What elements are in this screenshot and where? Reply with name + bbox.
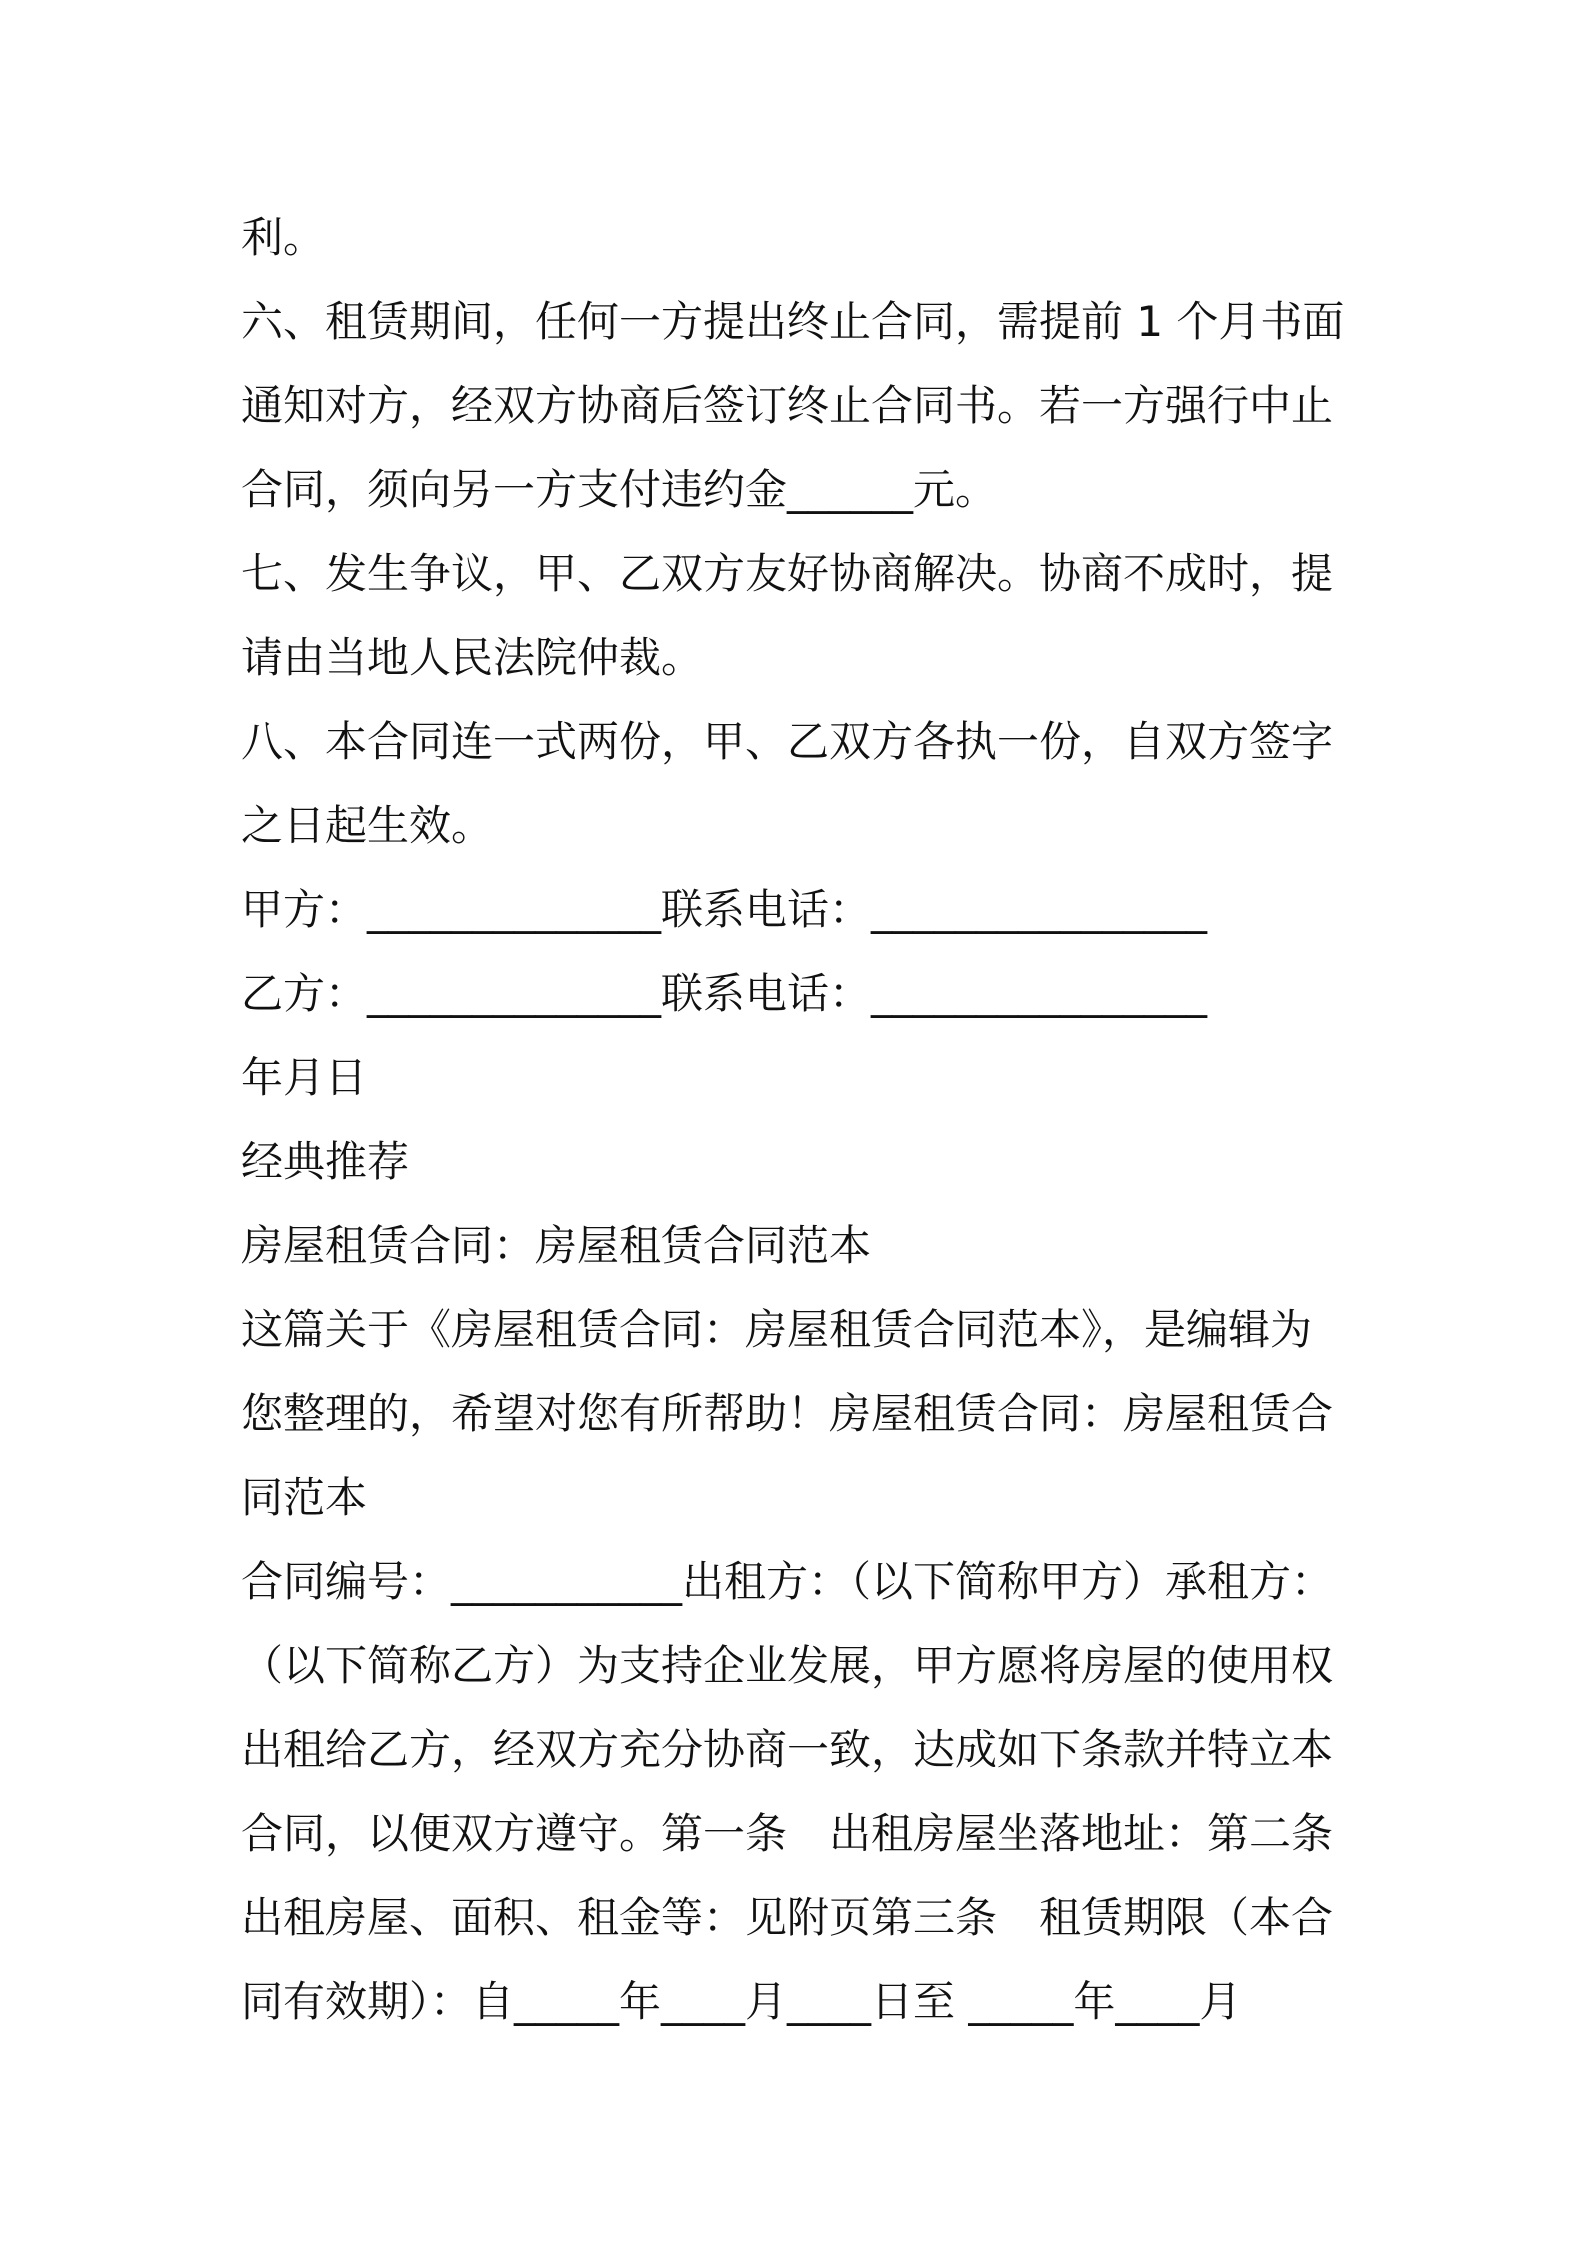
text-line: 您整理的，希望对您有所帮助！房屋租赁合同：房屋租赁合: [241, 1389, 1334, 1438]
text-line: （以下简称乙方）为支持企业发展，甲方愿将房屋的使用权: [241, 1641, 1334, 1690]
text-line: 六、租赁期间，任何一方提出终止合同，需提前 1 个月书面: [241, 297, 1345, 346]
text-line: 出租房屋、面积、租金等：见附页第三条 租赁期限（本合: [241, 1893, 1334, 1942]
signature-line-party-b: 乙方：______________联系电话：________________: [241, 969, 1208, 1018]
text-line: 合同，须向另一方支付违约金______元。: [241, 465, 998, 514]
date-line: 年月日: [241, 1053, 368, 1102]
text-line: 请由当地人民法院仲裁。: [241, 633, 704, 682]
text-line: 之日起生效。: [241, 801, 494, 850]
text-line: 合同，以便双方遵守。第一条 出租房屋坐落地址：第二条: [241, 1809, 1334, 1858]
article-title: 房屋租赁合同：房屋租赁合同范本: [241, 1221, 872, 1270]
text-line: 同范本: [241, 1473, 368, 1522]
text-line: 七、发生争议，甲、乙双方友好协商解决。协商不成时，提: [241, 549, 1334, 598]
document-page: [241, 196, 1361, 2044]
signature-line-party-a: 甲方：______________联系电话：________________: [241, 885, 1208, 934]
text-line: 这篇关于《房屋租赁合同：房屋租赁合同范本》，是编辑为: [241, 1305, 1313, 1354]
text-line: 出租给乙方，经双方充分协商一致，达成如下条款并特立本: [241, 1725, 1334, 1774]
text-line: 通知对方，经双方协商后签订终止合同书。若一方强行中止: [241, 381, 1334, 430]
text-line: 同有效期）：自_____年____月____日至 _____年____月: [241, 1977, 1242, 2026]
section-heading: 经典推荐: [241, 1137, 410, 1186]
text-line: 合同编号：___________出租方：（以下简称甲方）承租方：: [241, 1557, 1334, 1606]
text-line: 八、本合同连一式两份，甲、乙双方各执一份，自双方签字: [241, 717, 1334, 766]
text-line: 利。: [241, 213, 326, 262]
